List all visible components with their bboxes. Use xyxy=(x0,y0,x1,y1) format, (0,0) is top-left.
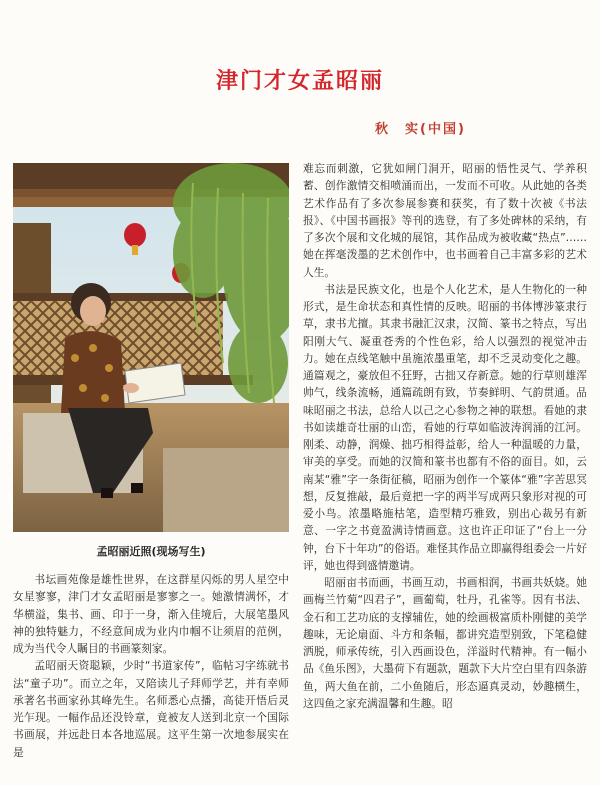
right-column xyxy=(303,160,587,780)
paragraph: 难忘而刺激，它犹如闸门洞开，昭丽的悟性灵气、学养积蓄、创作激情交相喷涌而出，一发而不可收。从此她的各类艺术作品有了多次参展参赛和获奖，有了数十次被《书法报》、《中国书画报》等刊的选登，有了多处碑林的采纳，有了多次个展和文化城的展馆，其作品成为被收藏“热点”……她在挥毫泼墨的艺术创作中，也书画着自己丰富多彩的艺术人生。 xyxy=(303,162,587,279)
paragraph: 昭丽亩书而画，书画互动，书画相润，书画共妖娆。她画梅兰竹菊“四君子”，画葡萄，牡丹，孔雀等。因有书法、金石和工艺功底的支撑辅佐，她的绘画极富质朴刚健的美学趣味，无论扇面、斗方和条幅，都讲究造型别致，下笔稳健洒脱，师承传统，引入西画设色，洋溢时代精神。有一幅小品《鱼乐图》，大墨荷下有题款，题款下大片空白里有四条游鱼，两大鱼在前，二小鱼随后，形态逼真灵动，妙趣横生，这四鱼之家充满温馨和生趣。昭 xyxy=(303,576,587,710)
paragraph: 书坛画苑像是雄性世界，在这群星闪烁的男人星空中女星寥寥，津门才女孟昭丽是寥寥之一。她激情满怀，才华横溢，集书、画、印于一身，渐入佳境后，大展笔墨风神的独特魅力，不经意间成为业内巾帼不让须眉的范例，成为当代令人瞩目的书画篆刻家。 xyxy=(13,573,289,655)
left-column xyxy=(13,571,289,780)
article-byline: 秋 实(中国) xyxy=(375,122,466,137)
article-title: 津门才女孟昭丽 xyxy=(215,69,384,94)
photo-caption: 孟昭丽近照(现场写生) xyxy=(96,545,206,558)
portrait-photo xyxy=(13,163,289,532)
paragraph: 书法是民族文化，也是个人化艺术，是人生物化的一种形式，是生命状态和真性情的反映。昭丽的书体博涉篆隶行草，隶书尤擅。其隶书融汇汉隶，汉简、篆书之特点，写出阳刚大气、凝重苍秀的个性色彩，给人以强烈的视觉冲击力。她在点线笔触中虽施浓墨重笔，却不乏灵动变化之趣。通篇观之，豪放但不狂野，古拙又存新意。她的行草则雄浑帅气，线条流畅，通篇疏朗有致，节奏鲜明、气韵贯通。品味昭丽之书法，总给人以己之心参物之神的联想。看她的隶书如读雄奇壮丽的山峦，看她的行草如临波涛润涌的江河。刚柔、动静，润燥、拙巧相得益彰，给人一种温暖的力量，审美的享受。而她的汉简和篆书也都有不俗的面目。如，云南某“雅”字一条街征稿，昭丽为创作一个篆体“雅”字苦思冥想，反复推敲，最后竟把一字的两半写成两只象形对视的可爱小鸟。浓墨略施枯笔，造型精巧雅致，别出心裁另有新意、一字之书竟盈满诗情画意。这也许正印证了“台上一分钟，台下十年功”的俗语。难怪其作品立即赢得组委会一片好评，她也得到盛情邀请。 xyxy=(303,282,587,572)
paragraph: 孟昭丽天资聪颖，少时“书道家传”，临帖习字练就书法“童子功”。而立之年，又陪读儿子拜师学艺，并有幸师承著名书画家孙其峰先生。名师悉心点播，高徒开悟后灵光乍现。一幅作品还没铃章，竟被友人送到北京一个国际书画展，并远赴日本各地巡展。这平生第一次地参展实在是 xyxy=(13,659,289,759)
